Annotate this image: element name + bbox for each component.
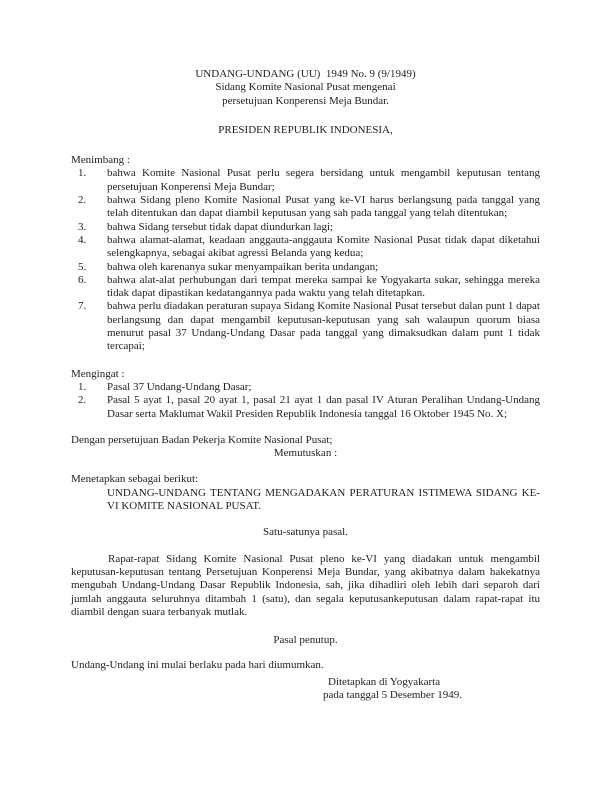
- item-number: 6.: [78, 273, 87, 286]
- item-text: bahwa Sidang pleno Komite Nasional Pusat yang ke-VI harus berlangsung pada tanggal yang telah ditentukan dan dapat diambil keputusan yang sah pada tanggal yang telah ditentukan;: [107, 194, 540, 220]
- authority-line: PRESIDEN REPUBLIK INDONESIA,: [218, 123, 393, 136]
- item-text: bahwa oleh karenanya sukar menyampaikan berita undangan;: [107, 260, 379, 273]
- menetapkan-body: UNDANG-UNDANG TENTANG MENGADAKAN PERATURAN ISTIMEWA SIDANG KE-VI KOMITE NASIONAL PUSAT.: [107, 486, 540, 513]
- agreement-line: Dengan persetujuan Badan Pekerja Komite Nasional Pusat;: [71, 433, 333, 446]
- pasal-heading: Satu-satunya pasal.: [263, 526, 348, 539]
- doc-title-line3: persetujuan Konperensi Meja Bundar.: [222, 94, 389, 107]
- menimbang-section: [71, 154, 540, 353]
- doc-title-block: [71, 68, 540, 108]
- menimbang-item-7: [71, 300, 540, 353]
- item-number: 1.: [78, 380, 87, 393]
- menimbang-item-1: [71, 167, 540, 194]
- item-number: 3.: [78, 220, 87, 233]
- menimbang-item-6: [71, 274, 540, 301]
- menimbang-label: Menimbang :: [71, 154, 130, 167]
- signature-date: pada tanggal 5 Desember 1949.: [323, 688, 462, 701]
- doc-title-line2: Sidang Komite Nasional Pusat mengenai: [215, 81, 396, 94]
- item-text: bahwa Komite Nasional Pusat perlu segera bersidang untuk mengambil keputusan tentang persetujuan Konperensi Meja Bundar;: [107, 167, 540, 193]
- menimbang-item-5: [71, 261, 540, 274]
- signature-place: Ditetapkan di Yogyakarta: [328, 675, 441, 688]
- doc-title-line1: UNDANG-UNDANG (UU) 1949 No. 9 (9/1949): [195, 68, 416, 80]
- item-number: 7.: [78, 300, 87, 313]
- item-text: Pasal 5 ayat 1, pasal 20 ayat 1, pasal 21 ayat 1 dan pasal IV Aturan Peralihan Undang-Undang Dasar serta Maklumat Wakil Presiden Republik Indonesia tanggal 16 Oktober 1945 No. X;: [107, 394, 540, 420]
- item-number: 2.: [78, 194, 87, 207]
- item-text: Pasal 37 Undang-Undang Dasar;: [107, 380, 252, 393]
- item-text: bahwa perlu diadakan peraturan supaya Sidang Komite Nasional Pusat tersebut dalan punt 1 dapat berlangsung dan dapat mengambil keputusan-keputusan yang sah walaupun quorum biasa menurut pasal 37 Undang-Undang Dasar pada tanggal yang dimaksudkan dalam punt 1 tidak tercapai;: [107, 300, 540, 353]
- mengingat-item-2: [71, 394, 540, 421]
- item-number: 1.: [78, 167, 87, 180]
- memutuskan-label: Memutuskan :: [273, 447, 338, 460]
- menimbang-item-4: [71, 234, 540, 261]
- menimbang-item-2: [71, 194, 540, 221]
- item-number: 5.: [78, 260, 87, 273]
- mengingat-section: [71, 368, 540, 421]
- item-number: 2.: [78, 394, 87, 407]
- item-number: 4.: [78, 233, 87, 246]
- penutup-body: Undang-Undang ini mulai berlaku pada hari diumumkan.: [71, 659, 324, 672]
- item-text: bahwa alat-alat perhubungan dari tempat mereka sampai ke Yogyakarta sukar, sehingga mereka tidak dapat dipastikan kedatangannya pada waktu yang telah ditetapkan.: [107, 273, 540, 300]
- mengingat-item-1: [71, 381, 540, 394]
- item-text: bahwa alamat-alamat, keadaan anggauta-anggauta Komite Nasional Pusat tidak dapat diketahui selengkapnya, sebagai akibat agressi Belanda yang kedua;: [107, 233, 540, 260]
- penutup-heading: Pasal penutup.: [273, 634, 338, 647]
- menimbang-item-3: [71, 221, 540, 234]
- menetapkan-label: Menetapkan sebagai berikut:: [71, 473, 199, 486]
- pasal-body: Rapat-rapat Sidang Komite Nasional Pusat pleno ke-VI yang diadakan untuk mengambil keputusan-keputusan tentang Persetujuan Konperensi Meja Bundar, yang akibatnya dalam hakekatnya mengubah Undang-Undang Dasar Republik Indonesia, sah, jika dihadliri oleh lebih dari separoh dari jumlah anggauta seluruhnya ditambah 1 (satu), dan segala keputusankeputusan dalam rapat-rapat itu diambil dengan suara terbanyak mutlak.: [71, 552, 540, 618]
- mengingat-label: Mengingat :: [71, 367, 125, 380]
- signature-block: [323, 676, 540, 703]
- item-text: bahwa Sidang tersebut tidak dapat diundurkan lagi;: [107, 220, 334, 233]
